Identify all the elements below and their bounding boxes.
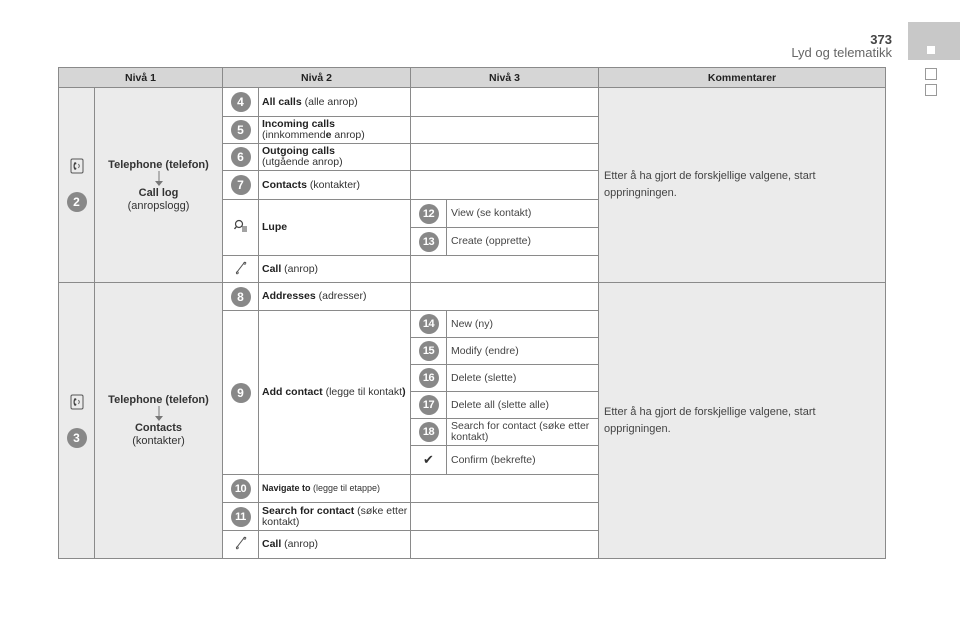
- cell-badge-4: [223, 88, 259, 117]
- level2-sub-bold: Call log: [138, 186, 179, 199]
- cell-badge-8: [223, 283, 259, 311]
- empty-level3: [411, 256, 599, 283]
- item-label: Call: [262, 262, 282, 275]
- item-translation: (anrop): [281, 538, 319, 550]
- badge-9: 9: [231, 383, 251, 403]
- item-translation: (alle anrop): [301, 95, 358, 108]
- cell-badge-12: [411, 200, 447, 228]
- item-call[interactable]: [259, 256, 411, 283]
- table-header-row: [59, 68, 886, 88]
- item-translation: (legge til etappe): [310, 483, 381, 493]
- empty-level3: [411, 171, 599, 200]
- item-translation-a: (innkommend: [262, 129, 326, 141]
- subitem-search-for-contact[interactable]: Search for contact (søke etter kontakt): [447, 419, 599, 446]
- item-label: Add contact: [262, 386, 323, 398]
- cell-lupe-icon: [223, 200, 259, 256]
- checkmark-icon: ✔: [423, 452, 434, 467]
- header-level3: Nivå 3: [411, 68, 599, 88]
- badge-14: 14: [419, 314, 439, 334]
- phone-handset-icon: [70, 158, 84, 174]
- badge-4: 4: [231, 92, 251, 112]
- subitem-new[interactable]: New (ny): [447, 311, 599, 338]
- level2-call-log[interactable]: [95, 88, 223, 283]
- cell-badge-7: [223, 171, 259, 200]
- level2-sub: (anropslogg): [127, 199, 190, 212]
- item-search-for-contact[interactable]: [259, 503, 411, 531]
- header-comments: Kommentarer: [599, 68, 886, 88]
- item-translation: (kontakter): [306, 178, 361, 191]
- item-translation: (adresser): [315, 290, 367, 302]
- item-label: Incoming calls: [262, 118, 335, 130]
- item-translation: (utgående anrop): [262, 156, 343, 168]
- badge-7: 7: [231, 175, 251, 195]
- item-lupe[interactable]: [259, 200, 411, 256]
- header-level2: Nivå 2: [223, 68, 411, 88]
- cell-badge-13: [411, 228, 447, 256]
- item-translation: (anrop): [281, 262, 319, 275]
- phone-handset-icon: [70, 394, 84, 410]
- item-navigate-to[interactable]: [259, 475, 411, 503]
- item-translation-b: e: [325, 129, 332, 141]
- badge-12: 12: [419, 204, 439, 224]
- item-translation: (legge til kontakt: [322, 386, 403, 398]
- call-handset-icon: [235, 536, 247, 550]
- item-translation: (søke etter kontakt): [262, 504, 408, 528]
- empty-level3: [411, 283, 599, 311]
- item-label: Lupe: [262, 221, 288, 233]
- subitem-create[interactable]: Create (opprette): [447, 228, 599, 256]
- side-tab[interactable]: [908, 22, 960, 60]
- nav-box-2[interactable]: [925, 84, 937, 96]
- item-label: Outgoing calls: [262, 145, 335, 157]
- level2-contacts[interactable]: [95, 283, 223, 559]
- cell-badge-11: [223, 503, 259, 531]
- section-title: Lyd og telematikk: [791, 45, 892, 60]
- item-label: Contacts: [262, 178, 307, 191]
- badge-17: 17: [419, 395, 439, 415]
- subitem-delete[interactable]: Delete (slette): [447, 365, 599, 392]
- empty-level3: [411, 144, 599, 171]
- subitem-delete-all[interactable]: Delete all (slette alle): [447, 392, 599, 419]
- badge-10: 10: [231, 479, 251, 499]
- cell-badge-15: [411, 338, 447, 365]
- item-contacts[interactable]: [259, 171, 411, 200]
- badge-8: 8: [231, 287, 251, 307]
- subitem-confirm[interactable]: Confirm (bekrefte): [447, 446, 599, 475]
- side-tab-marker: [927, 46, 935, 54]
- item-add-contact[interactable]: [259, 311, 411, 475]
- magnifier-contacts-icon: [234, 219, 248, 233]
- table-row: [59, 283, 886, 311]
- item-label: All calls: [262, 95, 302, 108]
- cell-call-icon: [223, 531, 259, 559]
- item-translation-c: anrop): [331, 129, 365, 141]
- cell-badge-14: [411, 311, 447, 338]
- arrow-down-icon: [154, 171, 164, 187]
- cell-check-icon: [411, 446, 447, 475]
- comment-cell: Etter å ha gjort de forskjellige valgene, start opprigningen.: [599, 283, 886, 559]
- header-level1: Nivå 1: [59, 68, 223, 88]
- comment-cell: Etter å ha gjort de forskjellige valgene, start oppringningen.: [599, 88, 886, 283]
- empty-level3: [411, 503, 599, 531]
- item-label: Call: [262, 538, 282, 550]
- cell-badge-10: [223, 475, 259, 503]
- badge-16: 16: [419, 368, 439, 388]
- item-label: Navigate to: [262, 483, 311, 493]
- page-number: 373: [870, 32, 892, 47]
- arrow-down-icon: [154, 406, 164, 422]
- level2-sub: (kontakter): [132, 435, 185, 447]
- empty-level3: [411, 117, 599, 144]
- nav-box-1[interactable]: [925, 68, 937, 80]
- badge-5: 5: [231, 120, 251, 140]
- call-handset-icon: [235, 261, 247, 275]
- item-label: Addresses: [262, 290, 316, 302]
- item-call[interactable]: [259, 531, 411, 559]
- item-incoming-calls[interactable]: [259, 117, 411, 144]
- table-row: [59, 88, 886, 117]
- cell-badge-18: [411, 419, 447, 446]
- item-addresses[interactable]: [259, 283, 411, 311]
- badge-3: 3: [67, 428, 87, 448]
- level2-sub-bold: Contacts: [134, 422, 183, 434]
- badge-2: 2: [67, 192, 87, 212]
- level1-cell-contacts: [59, 283, 95, 559]
- item-close-paren: ): [402, 386, 406, 398]
- badge-13: 13: [419, 232, 439, 252]
- empty-level3: [411, 88, 599, 117]
- cell-badge-6: [223, 144, 259, 171]
- badge-15: 15: [419, 341, 439, 361]
- empty-level3: [411, 531, 599, 559]
- menu-table: [58, 67, 886, 559]
- level2-title: Telephone (telefon): [108, 158, 209, 171]
- subitem-view[interactable]: View (se kontakt): [447, 200, 599, 228]
- level2-title: Telephone (telefon): [108, 394, 209, 406]
- subitem-modify[interactable]: Modify (endre): [447, 338, 599, 365]
- cell-badge-16: [411, 365, 447, 392]
- item-outgoing-calls[interactable]: [259, 144, 411, 171]
- badge-18: 18: [419, 422, 439, 442]
- cell-badge-17: [411, 392, 447, 419]
- empty-level3: [411, 475, 599, 503]
- item-all-calls[interactable]: [259, 88, 411, 117]
- level1-cell-call-log: [59, 88, 95, 283]
- cell-badge-5: [223, 117, 259, 144]
- item-label: Search for contact: [262, 504, 355, 517]
- cell-badge-9: [223, 311, 259, 475]
- badge-11: 11: [231, 507, 251, 527]
- cell-call-icon: [223, 256, 259, 283]
- badge-6: 6: [231, 147, 251, 167]
